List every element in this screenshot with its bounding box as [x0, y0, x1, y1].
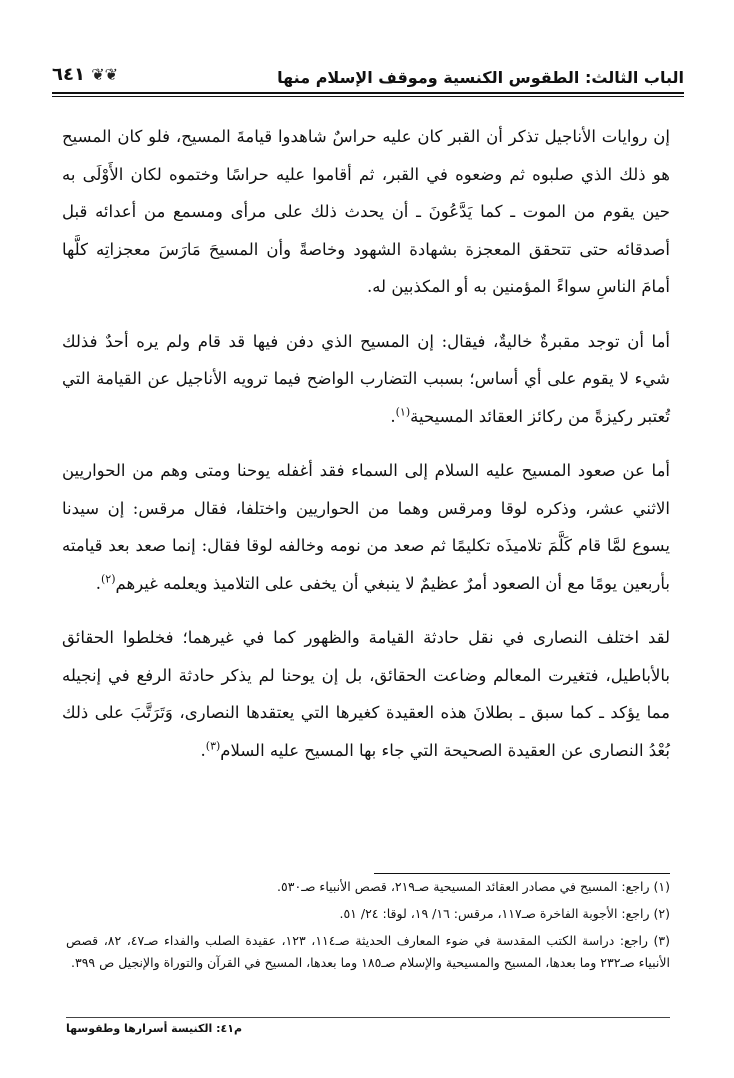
footnote-ref: (١)	[395, 405, 411, 418]
bottom-rule	[66, 1017, 670, 1018]
paragraph-4: لقد اختلف النصارى في نقل حادثة القيامة والظهور كما في غيرهما؛ فخلطوا الحقائق بالأباطيل، فتغيرت المعالم وضاعت الحقائق، بل إن يوحنا لم يذكر حادثة الرفع في إنجيله مما يؤكد ـ كما سبق ـ بطلانَ هذه العقيدة كغيرها التي يعتقدها النصارى، وَتَرَتَّبَ على ذلك بُعْدُ النصارى عن العقيدة الصحيحة التي جاء بها المسيح عليه السلام$^{(٣)}$.	[62, 628, 670, 760]
running-header	[52, 58, 684, 98]
footnote-3: (٣) راجع: دراسة الكتب المقدسة في ضوء المعارف الحديثة صـ١١٤، ١٢٣، عقيدة الصلب والفداء صـ٤٧، ٨٢، قصص الأنبياء صـ٢٣٢ وما بعدها، المسيح والمسيحية والإسلام صـ١٨٥ وما بعدها، المسيح في القرآن والتوراة والإنجيل ص ٣٩٩.	[66, 933, 670, 970]
footnotes	[66, 876, 670, 979]
chapter-title: الباب الثالث: الطقوس الكنسية وموقف الإسلام منها	[277, 68, 684, 87]
footnote-ref: (٣)	[205, 739, 221, 752]
signature-caption: م٤١: الكنيسة أسرارها وطقوسها	[66, 1022, 243, 1035]
paragraph-text: لقد اختلف النصارى في نقل حادثة القيامة والظهور كما في غيرهما؛ فخلطوا الحقائق بالأباطيل، فتغيرت المعالم وضاعت الحقائق، بل إن يوحنا لم يذكر حادثة الرفع في إنجيله مما يؤكد ـ كما سبق ـ بطلانَ هذه العقيدة كغيرها التي يعتقدها النصارى، وَتَرَتَّبَ على ذلك بُعْدُ النصارى عن العقيدة الصحيحة التي جاء بها المسيح عليه السلام	[62, 628, 670, 760]
paragraph-2: أما أن توجد مقبرةٌ خاليةٌ، فيقال: إن المسيح الذي دفن فيها قد قام ولم يره أحدٌ فذلك شيء لا يقوم على أي أساس؛ بسبب التضارب الواضح فيما ترويه الأناجيل عن القيامة التي تُعتبر ركيزةً من ركائز العقائد المسيحية$^{(١)}$.	[62, 331, 670, 426]
page-number: ٦٤١	[52, 64, 85, 85]
footnote-2: (٢) راجع: الأجوبة الفاخرة صـ١١٧، مرقس: ١٦/ ١٩، لوقا: ٢٤/ ٥١.	[339, 906, 670, 921]
footnote-ref: (٢)	[101, 572, 116, 585]
paragraph-1	[62, 118, 670, 306]
footnote-separator	[374, 873, 670, 874]
main-text	[62, 118, 670, 786]
footnote-1: (١) راجع: المسيح في مصادر العقائد المسيحية صـ٢١٩، قصص الأنبياء صـ٥٣٠.	[277, 879, 670, 894]
paragraph-text: أما أن توجد مقبرةٌ خاليةٌ، فيقال: إن المسيح الذي دفن فيها قد قام ولم يره أحدٌ فذلك شيء لا يقوم على أي أساس؛ بسبب التضارب الواضح فيما ترويه الأناجيل عن القيامة التي تُعتبر ركيزةً من ركائز العقائد المسيحية	[62, 331, 670, 426]
paragraph-text: إن روايات الأناجيل تذكر أن القبر كان عليه حراسٌ شاهدوا قيامةَ المسيح، فلو كان المسيح هو ذلك الذي صلبوه ثم وضعوه في القبر، ثم أقاموا عليه حراسًا وختموه لكان الأَوْلَى به حين يقوم من الموت ـ كما يَدَّعُونَ ـ أن يحدث ذلك على مرأى ومسمع من أعدائه قبل أصدقائه حتى تتحقق المعجزة بشهادة الشهود وخاصةً وأن المسيحَ مَارَسَ معجزاتِه كلَّها أمامَ الناسِ سواءً المؤمنين به أو المكذبين له.	[62, 127, 670, 296]
page-number-block	[52, 64, 118, 85]
header-rule-thin	[52, 96, 684, 97]
paragraph-text: أما عن صعود المسيح عليه السلام إلى السماء فقد أغفله يوحنا ومتى وهم من الحواريين الاثني عشر، وذكره لوقا ومرقس وهما من الحواريين واختلفا، فقال مرقس: إن سيدنا يسوع لمَّا قام كَلَّمَ تلاميذَه تكليمًا ثم صعد من نومه وخالفه لوقا فقال: إنما صعد بعد قيامته بأربعين يومًا مع أن الصعود أمرٌ عظيمٌ لا ينبغي أن يخفى على التلاميذ ويعلمه غيرهم	[62, 461, 670, 593]
paragraph-3: أما عن صعود المسيح عليه السلام إلى السماء فقد أغفله يوحنا ومتى وهم من الحواريين الاثني عشر، وذكره لوقا ومرقس وهما من الحواريين واختلفا، فقال مرقس: إن سيدنا يسوع لمَّا قام كَلَّمَ تلاميذَه تكليمًا ثم صعد من نومه وخالفه لوقا فقال: إنما صعد بعد قيامته بأربعين يومًا مع أن الصعود أمرٌ عظيمٌ لا ينبغي أن يخفى على التلاميذ ويعلمه غيرهم$^{(٢)}$.	[62, 461, 670, 593]
header-rule-thick	[52, 92, 684, 94]
ornament-icon: ❦❦	[91, 65, 119, 84]
